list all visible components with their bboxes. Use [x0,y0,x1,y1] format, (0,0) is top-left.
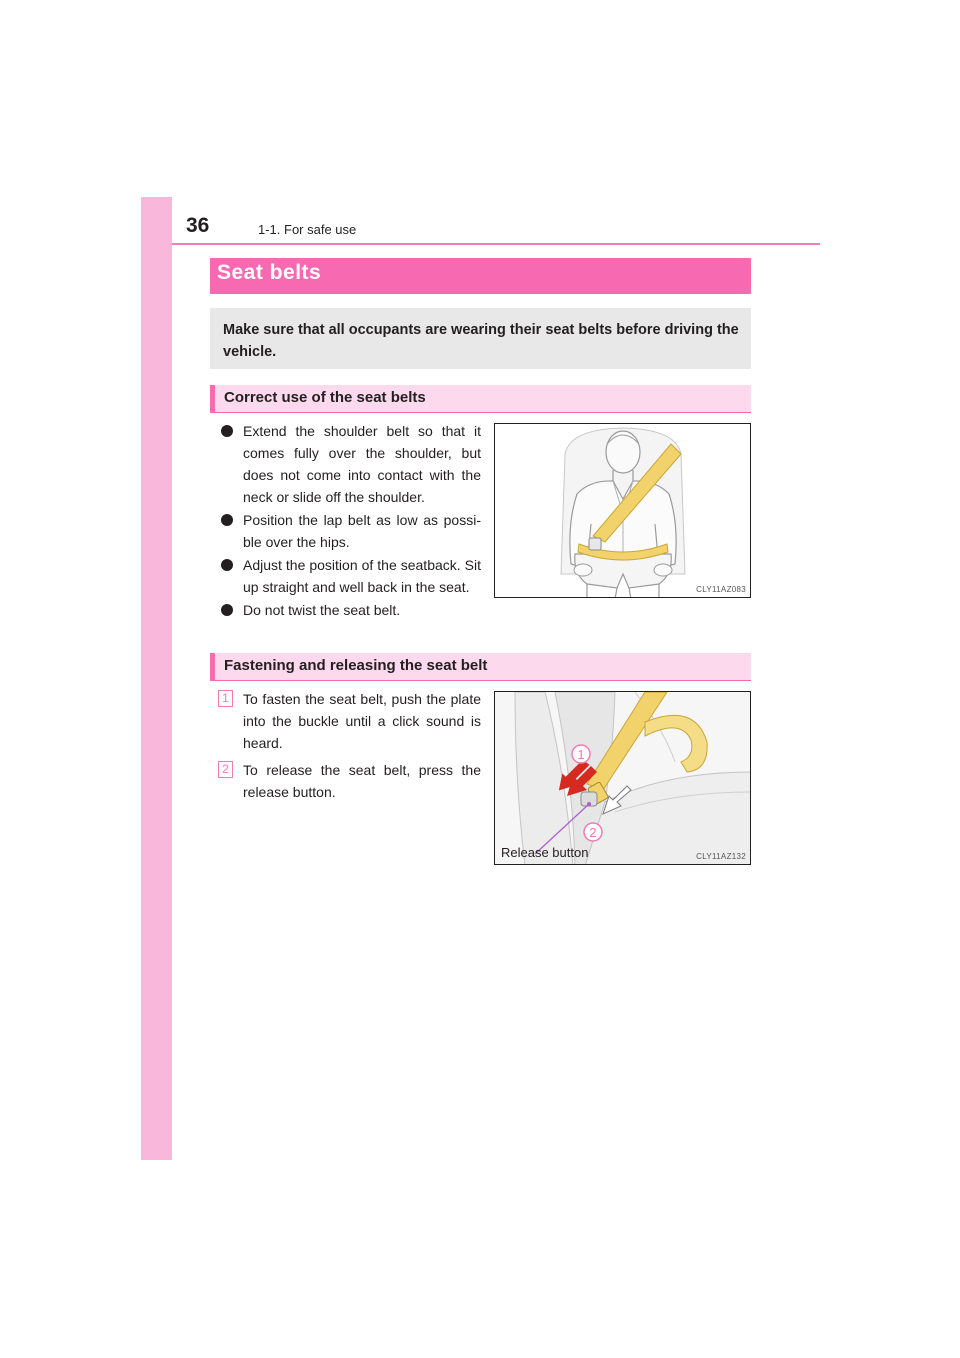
figure-callout-1: 1 [577,747,585,762]
figure-fastening-belt [494,691,751,865]
step-number-icon: 1 [218,690,233,707]
step-item [218,688,481,754]
section-reference: 1-1. For safe use [258,222,357,237]
seated-occupant-illustration [495,424,751,598]
section-heading-text: Fastening and releasing the seat belt [224,657,488,674]
bullet-text: Do not twist the seat belt. [243,602,401,618]
bullet-text: Adjust the position of the seatback. Sit up straight and well back in the seat. [243,557,481,595]
header-rule [172,243,820,245]
release-button-label: Release button [501,845,589,860]
list-item [221,420,481,508]
buckle-illustration [495,692,751,865]
intro-text: Make sure that all occupants are wearing their seat belts before driving the vehicle. [223,322,739,360]
bullet-text: Position the lap belt as low as possi-ble over the hips. [243,512,481,550]
side-tab-band [141,197,172,1160]
figure-correct-seat-belt-use [494,423,751,598]
section-heading-text: Correct use of the seat belts [224,389,426,406]
step-text: To fasten the seat belt, push the plate into the buckle until a click sound is heard. [243,691,481,751]
page-number: 36 [186,214,210,237]
figure-code: CLY11AZ132 [696,852,746,861]
section-heading-fastening [210,653,751,681]
section-heading-correct-use [210,385,751,413]
step-list [218,688,481,808]
figure-callout-2: 2 [589,825,597,840]
intro-box [210,308,751,369]
bullet-icon [221,514,233,526]
list-item [221,554,481,598]
figure-code: CLY11AZ083 [696,585,746,594]
title-bar [210,258,751,294]
bullet-list [221,420,481,622]
step-item [218,759,481,803]
page-title: Seat belts [217,261,322,284]
bullet-icon [221,559,233,571]
list-item [221,599,481,621]
step-text: To release the seat belt, press the release button. [243,762,481,800]
bullet-icon [221,604,233,616]
bullet-text: Extend the shoulder belt so that it comes fully over the shoulder, but does not come into contact with the neck or slide off the shoulder. [243,423,481,505]
step-number-icon: 2 [218,761,233,778]
list-item [221,509,481,553]
bullet-icon [221,425,233,437]
